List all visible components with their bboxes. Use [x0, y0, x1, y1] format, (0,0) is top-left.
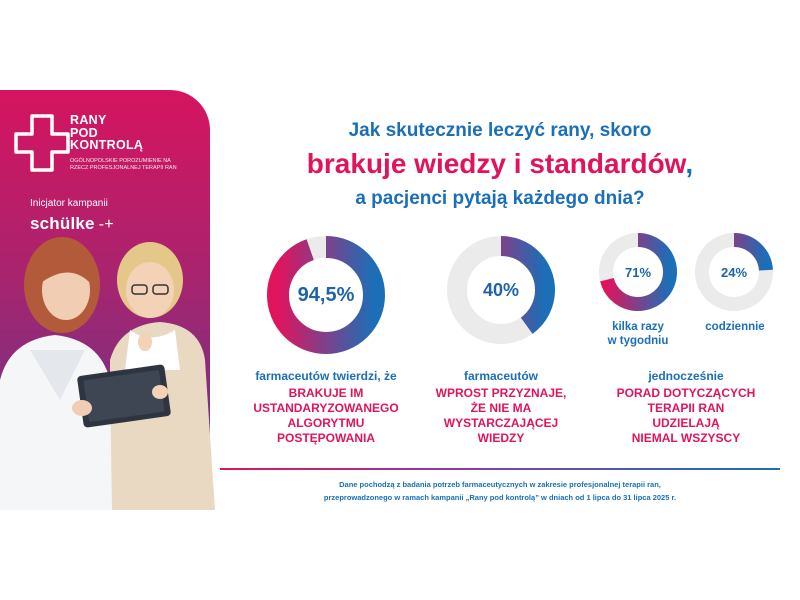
- group-body-line: UDZIELAJĄ: [652, 416, 720, 430]
- group-body-line: NIEMAL WSZYSCY: [631, 431, 741, 445]
- stat-intro-1: farmaceutów twierdzi, że: [255, 369, 397, 383]
- stat-body-1-line: POSTĘPOWANIA: [276, 431, 375, 445]
- stat-body-2: [416, 386, 586, 446]
- donut-stat-2: [446, 235, 556, 345]
- logo-title-line-1: RANY: [70, 113, 107, 127]
- stat-body-1-line: ALGORYTMU: [287, 416, 365, 430]
- stat-value-2: 40%: [482, 279, 520, 300]
- stat-value-3: 71%: [624, 264, 652, 280]
- donut-stat-1: [266, 235, 386, 355]
- group-body: [596, 386, 776, 446]
- headline-line-2: [220, 148, 780, 180]
- initiator-label: Inicjator kampanii: [30, 198, 108, 209]
- stat-body-1-line: USTANDARYZOWANEGO: [253, 401, 399, 415]
- stat-body-2-line: WIEDZY: [477, 431, 525, 445]
- brand-mark: -+: [98, 216, 114, 233]
- stat-intro-2: farmaceutów: [463, 369, 539, 383]
- stat-body-2-line: ŻE NIE MA: [470, 401, 532, 415]
- stat-body-1: [236, 386, 416, 446]
- stat-caption-4: codziennie: [705, 321, 765, 333]
- stat-caption-3-line-1: kilka razy: [612, 321, 664, 333]
- pharmacist-and-patient-illustration: [0, 230, 215, 510]
- group-body-line: TERAPII RAN: [647, 401, 725, 415]
- campaign-logo-title: [70, 114, 143, 152]
- donut-stat-3: [598, 232, 678, 312]
- headline-comma: ,: [685, 148, 694, 179]
- headline-line-3: a pacjenci pytają każdego dnia?: [355, 188, 645, 209]
- headline-highlight: brakuje wiedzy i standardów: [306, 148, 686, 179]
- section-divider: [220, 468, 780, 470]
- stat-caption-3-line-2: w tygodniu: [607, 335, 669, 347]
- stat-body-2-line: WPROST PRZYZNAJE,: [435, 386, 567, 400]
- stat-value-1: 94,5%: [297, 283, 355, 306]
- footnote-line-2: przeprowadzonego w ramach kampanii „Rany pod kontrolą” w dniach od 1 lipca do 31 lipca 2025 r.: [323, 493, 677, 502]
- logo-title-line-2: POD: [70, 125, 98, 140]
- logo-title-line-3: KONTROLĄ: [70, 138, 144, 152]
- brand-name: schülke: [30, 214, 95, 233]
- campaign-logo-subtitle: OGÓLNOPOLSKIE POROZUMIENIE NA RZECZ PROFESJONALNEJ TERAPII RAN: [70, 158, 177, 171]
- stat-value-4: 24%: [720, 264, 748, 280]
- stat-body-1-line: BRAKUJE IM: [288, 386, 364, 400]
- stat-caption-3: [590, 320, 686, 348]
- group-body-line: PORAD DOTYCZĄCYCH: [616, 386, 756, 400]
- headline-line-1: Jak skutecznie leczyć rany, skoro: [348, 120, 652, 141]
- footnote-line-1: Dane pochodzą z badania potrzeb farmaceutycznych w zakresie profesjonalnej terapii ran,: [339, 480, 661, 489]
- group-intro: jednocześnie: [648, 369, 724, 383]
- medical-cross-logo-icon: [12, 112, 72, 174]
- donut-stat-4: [694, 232, 774, 312]
- stat-body-2-line: WYSTARCZAJĄCEJ: [443, 416, 559, 430]
